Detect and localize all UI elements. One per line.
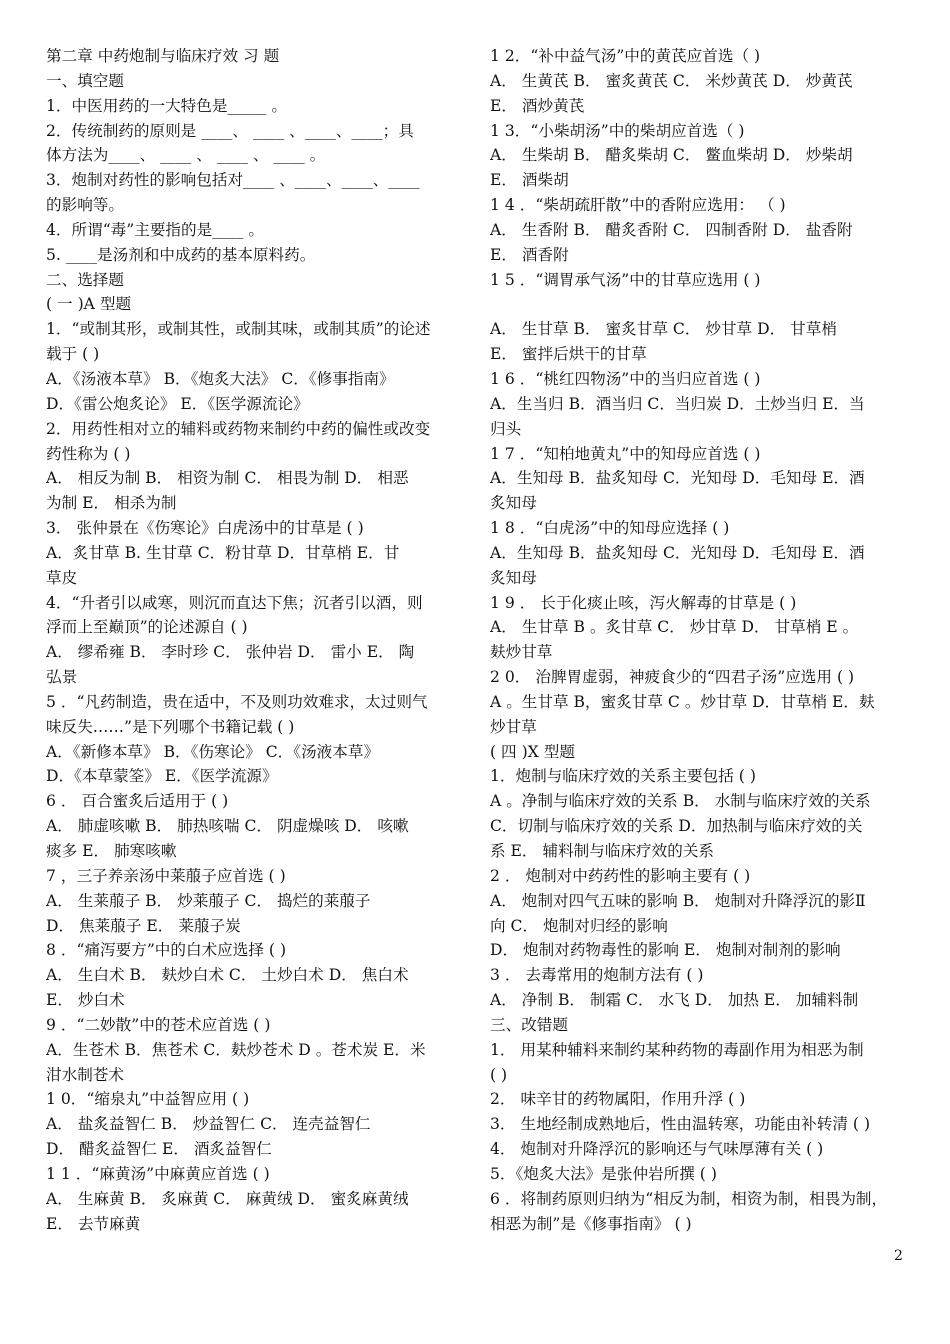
text-line: 5．《炮炙大法》是张仲岩所撰 ( ) xyxy=(490,1164,717,1183)
text-line: 载于 ( ) xyxy=(46,345,100,364)
text-line: 1． 用某种辅料来制约某种药物的毒副作用为相恶为制 xyxy=(490,1040,864,1059)
text-line: 5. ____是汤剂和中成药的基本原料药。 xyxy=(46,245,316,264)
text-line: E． 蜜拌后烘干的甘草 xyxy=(490,345,647,364)
text-line: A．生知母 B．盐炙知母 C．光知母 D．毛知母 E．酒 xyxy=(490,543,865,562)
text-line: 1 8 ．“白虎汤”中的知母应选择 ( ) xyxy=(490,519,730,538)
text-line xyxy=(490,292,906,317)
text-line: 痰多 E． 肺寒咳嗽 xyxy=(46,842,177,860)
text-line: 归头 xyxy=(490,419,522,438)
text-line: 体方法为____、 ____ 、 ____ 、 ____ 。 xyxy=(46,146,326,165)
text-line: E． 酒炒黄芪 xyxy=(490,96,585,115)
text-line: 1 5 ．“调胃承气汤”中的甘草应选用 ( ) xyxy=(490,270,761,289)
text-line: 为制 E． 相杀为制 xyxy=(46,494,177,513)
text-line: 一、填空题 xyxy=(46,71,124,90)
text-line: 相恶为制”是《修事指南》 ( ) xyxy=(490,1214,692,1233)
text-line: E． 炒白术 xyxy=(46,991,125,1010)
text-line: D． 焦莱菔子 E． 莱菔子炭 xyxy=(46,916,241,935)
text-line: 3． 生地经制成熟地后，性由温转寒，功能由补转清 ( ) xyxy=(490,1115,871,1134)
text-line: 6 ． 百合蜜炙后适用于 ( ) xyxy=(46,792,229,811)
page-number: 2 xyxy=(894,1248,903,1264)
text-line: 7 ，三子养亲汤中莱菔子应首选 ( ) xyxy=(46,866,286,885)
text-line: A．炙甘草 B. 生甘草 C．粉甘草 D．甘草梢 E．甘 xyxy=(46,543,400,562)
text-line: 1．“或制其形，或制其性，或制其味，或制其质”的论述 xyxy=(46,320,431,339)
text-line: A． 净制 B． 制霜 C． 水飞 D． 加热 E． 加辅料制 xyxy=(490,991,859,1010)
text-line: D．《本草蒙筌》 E．《医学流源》 xyxy=(46,767,278,786)
text-line: 1 2．“补中益气汤”中的黄芪应首选（ ) xyxy=(490,47,761,65)
text-line: A． 生麻黄 B． 炙麻黄 C． 麻黄绒 D． 蜜炙麻黄绒 xyxy=(46,1189,409,1208)
text-line: 1 9 ． 长于化痰止咳，泻火解毒的甘草是 ( ) xyxy=(490,593,797,612)
text-line: 8 ．“痛泻要方”中的白术应选择 ( ) xyxy=(46,941,287,960)
text-line: D． 炮制对药物毒性的影响 E． 炮制对制剂的影响 xyxy=(490,941,841,960)
text-line: E． 去节麻黄 xyxy=(46,1214,141,1233)
text-line: 6 ．将制药原则归纳为“相反为制，相资为制，相畏为制， xyxy=(490,1189,888,1208)
text-line: 4．所谓“毒”主要指的是____ 。 xyxy=(46,220,264,239)
text-line: 3．炮制对药性的影响包括对____ 、____、____、____ xyxy=(46,171,420,190)
text-line: D． 醋炙益智仁 E． 酒炙益智仁 xyxy=(46,1140,272,1159)
text-line: D．《雷公炮炙论》 E．《医学源流论》 xyxy=(46,394,309,413)
text-line: 炙知母 xyxy=(490,568,537,587)
text-line: 1 6 ．“桃红四物汤”中的当归应首选 ( ) xyxy=(490,369,761,388)
text-line: A． 炮制对四气五味的影响 B． 炮制对升降浮沉的影Ⅱ xyxy=(490,891,866,910)
text-line: 3 ． 去毒常用的炮制方法有 ( ) xyxy=(490,966,704,985)
text-line: 1 1 ．“麻黄汤”中麻黄应首选 ( ) xyxy=(46,1164,270,1183)
text-line: 2． 味辛甘的药物属阳，作用升浮 ( ) xyxy=(490,1090,746,1109)
text-line: 2．用药性相对立的辅料或药物来制约中药的偏性或改变 xyxy=(46,419,431,438)
text-line: A． 肺虚咳嗽 B． 肺热咳喘 C． 阴虚燥咳 D． 咳嗽 xyxy=(46,817,409,836)
text-line: 泔水制苍术 xyxy=(46,1065,124,1084)
text-line: 弘景 xyxy=(46,668,78,687)
text-line: E． 酒香附 xyxy=(490,245,569,264)
text-line: 草皮 xyxy=(46,568,78,587)
text-line: ( 一 )A 型题 xyxy=(46,295,132,314)
text-line: 浮而上至巅顶”的论述源自 ( ) xyxy=(46,618,248,637)
text-line: A． 缪希雍 B． 李时珍 C． 张仲岩 D． 雷小 E． 陶 xyxy=(46,643,415,662)
text-line: A．生知母 B．盐炙知母 C．光知母 D．毛知母 E．酒 xyxy=(490,469,865,488)
text-line: 麸炒甘草 xyxy=(490,643,553,662)
text-line: A．《汤液本草》 B．《炮炙大法》 C．《修事指南》 xyxy=(46,369,395,388)
text-line: A 。生甘草 B，蜜炙甘草 C 。炒甘草 D．甘草梢 E．麸 xyxy=(490,692,875,711)
text-line: 9 ．“二妙散”中的苍术应首选 ( ) xyxy=(46,1015,271,1034)
text-line: 5 ．“凡药制造，贵在适中，不及则功效难求，太过则气 xyxy=(46,692,428,711)
text-line: 药性称为 ( ) xyxy=(46,444,131,463)
text-line: A．生当归 B．酒当归 C．当归炭 D．土炒当归 E．当 xyxy=(490,394,865,413)
text-line: C．切制与临床疗效的关系 D．加热制与临床疗效的关 xyxy=(490,817,863,836)
text-line: 的影响等。 xyxy=(46,196,124,215)
text-line: A． 生黄芪 B． 蜜炙黄芪 C． 米炒黄芪 D． 炒黄芪 xyxy=(490,71,853,90)
text-line: A． 生白术 B． 麸炒白术 C． 土炒白术 D． 焦白术 xyxy=(46,966,409,985)
left-column xyxy=(46,44,460,1237)
text-line: A． 盐炙益智仁 B． 炒益智仁 C． 连壳益智仁 xyxy=(46,1115,371,1134)
text-line: 系 E． 辅料制与临床疗效的关系 xyxy=(490,842,715,860)
text-line: A．生苍术 B．焦苍术 C．麸炒苍术 D 。苍术炭 E．米 xyxy=(46,1040,426,1059)
text-line: 三、改错题 xyxy=(490,1015,568,1034)
text-line: 4． 炮制对升降浮沉的影响还与气味厚薄有关 ( ) xyxy=(490,1140,824,1159)
text-line: 1 4 ．“柴胡疏肝散”中的香附应选用： （ ) xyxy=(490,196,786,215)
text-line: A． 生香附 B． 醋炙香附 C． 四制香附 D． 盐香附 xyxy=(490,220,853,239)
text-line: 向 C． 炮制对归经的影响 xyxy=(490,916,668,935)
text-line: 炙知母 xyxy=(490,494,537,513)
text-line: 1．中医用药的一大特色是_____ 。 xyxy=(46,96,287,115)
text-line: E． 酒柴胡 xyxy=(490,171,569,190)
text-line: 2 0． 治脾胃虚弱，神疲食少的“四君子汤”应选用 ( ) xyxy=(490,668,855,687)
text-line: 1 7 ．“知柏地黄丸”中的知母应首选 ( ) xyxy=(490,444,761,463)
text-line: A． 生柴胡 B． 醋炙柴胡 C． 鳖血柴胡 D． 炒柴胡 xyxy=(490,146,853,165)
text-line: A． 生甘草 B． 蜜炙甘草 C． 炒甘草 D． 甘草梢 xyxy=(490,320,837,339)
text-line: A． 生甘草 B 。炙甘草 C． 炒甘草 D． 甘草梢 E 。 xyxy=(490,618,859,637)
text-line: 味反失……”是下列哪个书籍记载 ( ) xyxy=(46,717,295,736)
text-line: 二、选择题 xyxy=(46,270,124,289)
right-column xyxy=(490,44,906,1237)
text-line: 2 ． 炮制对中药药性的影响主要有 ( ) xyxy=(490,866,751,885)
text-line: 4．“升者引以咸寒，则沉而直达下焦；沉者引以酒，则 xyxy=(46,593,423,612)
text-line: A． 相反为制 B． 相资为制 C． 相畏为制 D． 相恶 xyxy=(46,469,409,488)
text-line: A． 生莱菔子 B． 炒莱菔子 C． 捣烂的莱菔子 xyxy=(46,891,371,910)
text-line: 2．传统制药的原则是 ____、 ____ 、____、____；具 xyxy=(46,121,414,140)
text-line: 3． 张仲景在《伤寒论》白虎汤中的甘草是 ( ) xyxy=(46,519,364,538)
text-line: ( ) xyxy=(490,1065,508,1084)
text-line: 第二章 中药炮制与临床疗效 习 题 xyxy=(46,47,280,65)
text-line: 1 0．“缩泉丸”中益智应用 ( ) xyxy=(46,1090,250,1109)
text-line: A 。净制与临床疗效的关系 B． 水制与临床疗效的关系 xyxy=(490,792,871,811)
text-line: A．《新修本草》 B．《伤寒论》 C．《汤液本草》 xyxy=(46,742,380,761)
text-line: ( 四 )X 型题 xyxy=(490,742,575,761)
text-line: 炒甘草 xyxy=(490,717,537,736)
text-line: 1．炮制与临床疗效的关系主要包括 ( ) xyxy=(490,767,756,786)
text-line: 1 3．“小柴胡汤”中的柴胡应首选（ ) xyxy=(490,121,745,140)
